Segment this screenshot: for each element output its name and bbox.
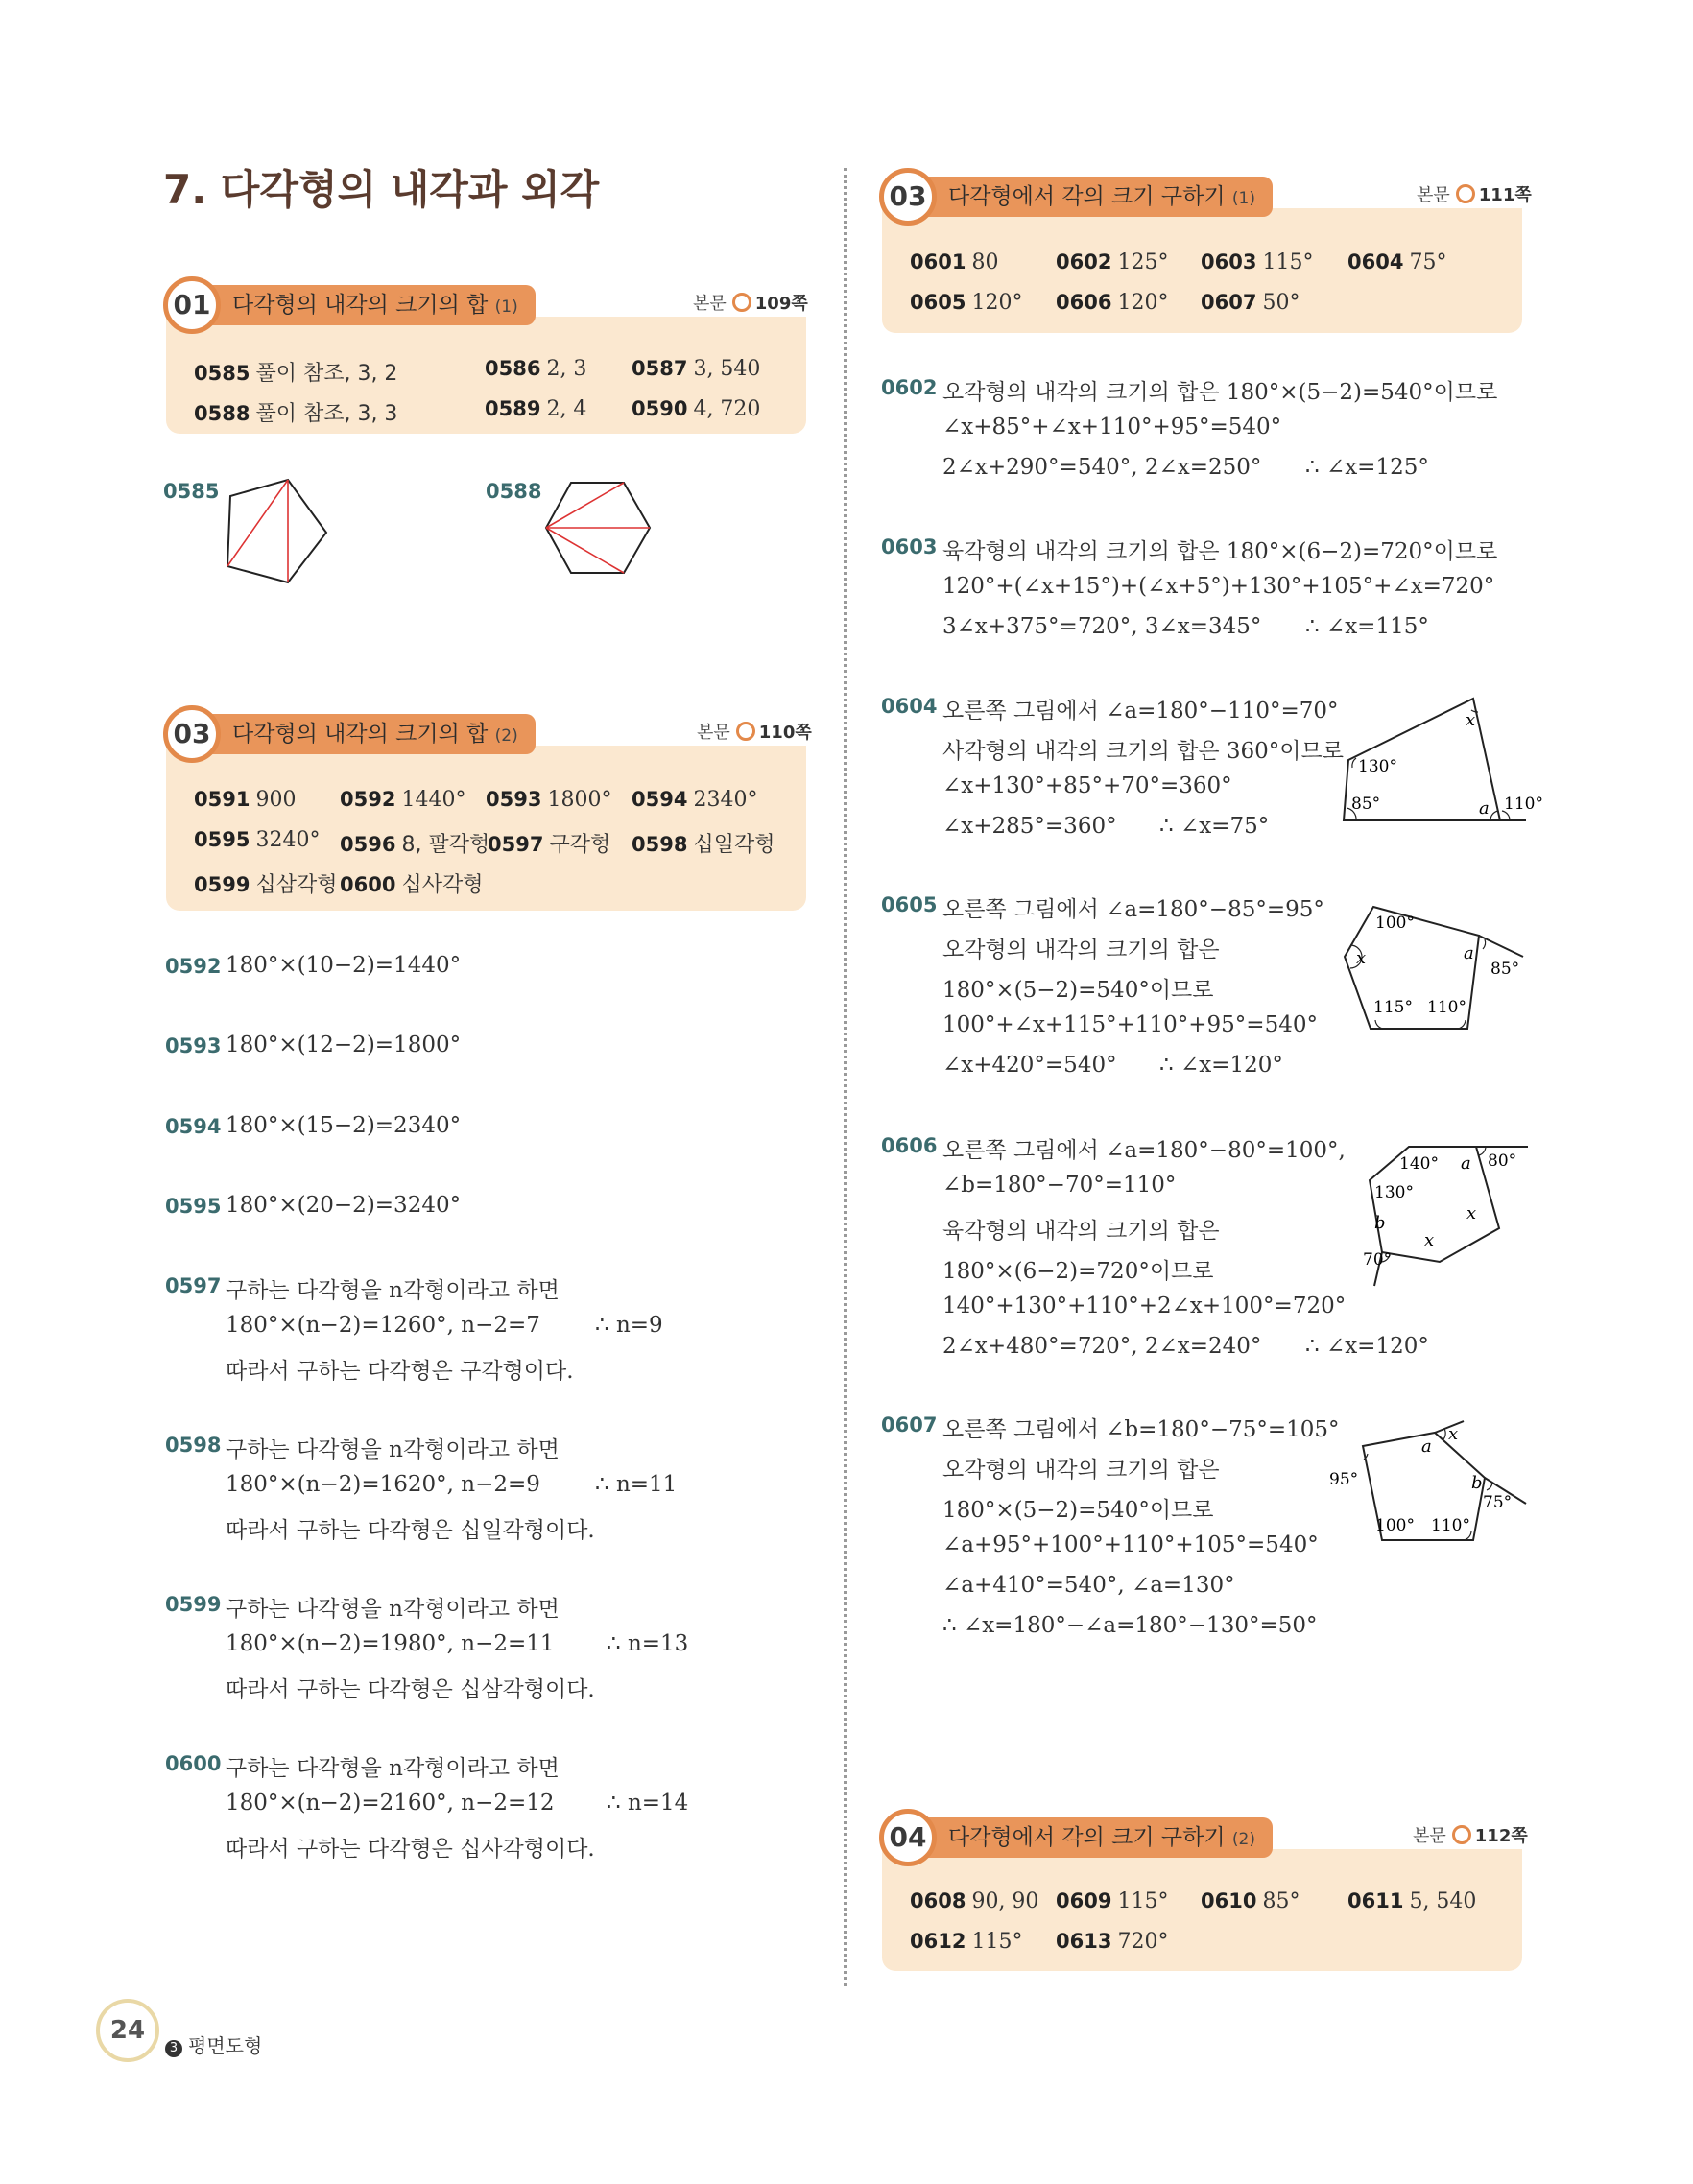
solution-line: 3∠x+375°=720°, 3∠x=345°	[942, 614, 1262, 639]
solution-number: 0593	[165, 1034, 222, 1057]
solution-line: 180°×(15−2)=2340°	[226, 1113, 462, 1138]
solution-line: 180°×(n−2)=1980°, n−2=11	[226, 1631, 555, 1656]
solution-line: ∴ ∠x=75°	[1159, 814, 1270, 839]
solution-line: 오각형의 내각의 크기의 합은 180°×(5−2)=540°이므로	[942, 380, 1498, 405]
answer-item: 0585 풀이 참조, 3, 2	[194, 362, 398, 386]
solution-line: 2∠x+290°=540°, 2∠x=250°	[942, 455, 1262, 480]
arrow-circle-icon	[736, 722, 755, 741]
solution-line: 오른쪽 그림에서 ∠b=180°−75°=105°	[942, 1417, 1340, 1442]
pentagon-diagonals-figure	[221, 475, 336, 590]
unit-number-badge: 3	[165, 2040, 182, 2057]
section-title: 다각형에서 각의 크기 구하기 (2)	[916, 1817, 1273, 1858]
answer-item: 0610 85°	[1201, 1889, 1300, 1913]
solution-line: 180°×(5−2)=540°이므로	[942, 1498, 1214, 1523]
solution-line: 140°+130°+110°+2∠x+100°=720°	[942, 1294, 1347, 1318]
solution-line: ∴ ∠x=120°	[1159, 1053, 1283, 1078]
section-number: 03	[879, 168, 937, 226]
section-03-angles	[879, 168, 1532, 336]
solution-number: 0599	[165, 1593, 222, 1616]
solution-line: ∴ n=11	[595, 1472, 678, 1497]
angle-label: x	[1466, 710, 1476, 730]
solution-line: 구하는 다각형을 n각형이라고 하면	[226, 1278, 560, 1303]
angle-label: 70°	[1363, 1250, 1393, 1270]
solution-line: 오른쪽 그림에서 ∠a=180°−80°=100°,	[942, 1138, 1346, 1163]
section-04	[879, 1809, 1528, 1977]
angle-label: a	[1461, 1153, 1471, 1174]
solution-line: ∴ ∠x=115°	[1305, 614, 1429, 639]
section-title: 다각형에서 각의 크기 구하기 (1)	[916, 177, 1273, 217]
hexagon-diagonals-figure	[542, 475, 657, 581]
solution-line: 2∠x+480°=720°, 2∠x=240°	[942, 1334, 1262, 1359]
solution-line: 180°×(n−2)=2160°, n−2=12	[226, 1791, 555, 1816]
column-divider	[844, 168, 846, 1986]
solution-line: 180°×(n−2)=1260°, n−2=7	[226, 1313, 540, 1338]
solution-number: 0592	[165, 955, 222, 978]
angle-label: 130°	[1374, 1183, 1414, 1202]
solution-line: ∠x+285°=360°	[942, 814, 1117, 839]
page-number: 24	[96, 1999, 159, 2062]
solution-line: ∴ n=14	[607, 1791, 689, 1816]
angle-label: 80°	[1488, 1151, 1517, 1171]
solution-number: 0597	[165, 1274, 222, 1297]
answer-item: 0596 8, 팔각형	[340, 833, 490, 857]
solution-line: 100°+∠x+115°+110°+95°=540°	[942, 1012, 1318, 1037]
answer-item: 0589 2, 4	[485, 397, 587, 421]
angle-label: x	[1448, 1424, 1459, 1444]
answer-item: 0605 120°	[910, 291, 1023, 315]
angle-label: 75°	[1483, 1493, 1513, 1512]
solution-line: 따라서 구하는 다각형은 구각형이다.	[226, 1359, 574, 1384]
answer-item: 0588 풀이 참조, 3, 3	[194, 402, 398, 426]
solution-line: ∴ n=9	[595, 1313, 663, 1338]
angle-label: a	[1421, 1436, 1432, 1457]
solution-line: 구하는 다각형을 n각형이라고 하면	[226, 1756, 560, 1781]
solution-line: 육각형의 내각의 크기의 합은	[942, 1219, 1220, 1244]
section-title: 다각형의 내각의 크기의 합 (1)	[200, 285, 536, 325]
answer-item: 0599 십삼각형	[194, 873, 338, 897]
page-reference: 본문 111쪽	[1417, 185, 1532, 205]
section-number: 03	[163, 705, 221, 763]
solution-line: 180°×(12−2)=1800°	[226, 1033, 462, 1057]
arrow-circle-icon	[1456, 184, 1475, 203]
solution-line: 따라서 구하는 다각형은 십삼각형이다.	[226, 1677, 595, 1702]
solution-line: ∠a+95°+100°+110°+105°=540°	[942, 1532, 1319, 1557]
solution-number: 0598	[165, 1434, 222, 1457]
section-03-sum	[163, 705, 812, 916]
solution-line: ∴ ∠x=180°−∠a=180°−130°=50°	[942, 1613, 1318, 1638]
angle-label: 95°	[1329, 1470, 1359, 1489]
answer-item: 0593 1800°	[486, 788, 612, 812]
answer-item: 0590 4, 720	[632, 397, 761, 421]
answer-item: 0600 십사각형	[340, 873, 484, 897]
solution-number: 0604	[881, 695, 938, 718]
solution-line: ∴ ∠x=125°	[1305, 455, 1429, 480]
page-reference: 본문 110쪽	[697, 723, 812, 743]
answer-item: 0607 50°	[1201, 291, 1300, 315]
answer-item: 0591 900	[194, 788, 297, 812]
solution-number: 0605	[881, 893, 938, 916]
answer-item: 0594 2340°	[632, 788, 758, 812]
angle-label: x	[1356, 948, 1367, 968]
angle-label: 100°	[1375, 1516, 1415, 1535]
solution-number: 0600	[165, 1752, 222, 1775]
answer-item: 0587 3, 540	[632, 357, 761, 381]
answer-item: 0609 115°	[1056, 1889, 1169, 1913]
angle-label: 100°	[1375, 914, 1415, 933]
solution-line: 180°×(6−2)=720°이므로	[942, 1259, 1214, 1284]
angle-label: a	[1479, 798, 1490, 819]
solution-number: 0595	[165, 1195, 222, 1218]
unit-footer	[165, 2030, 262, 2058]
quadrilateral-figure	[1339, 691, 1543, 825]
solution-line: 오른쪽 그림에서 ∠a=180°−110°=70°	[942, 699, 1339, 724]
answer-item: 0601 80	[910, 250, 999, 274]
answer-item: 0612 115°	[910, 1930, 1023, 1954]
figure-label: 0585	[163, 480, 220, 503]
solution-line: 오른쪽 그림에서 ∠a=180°−85°=95°	[942, 897, 1324, 922]
answer-item: 0597 구각형	[488, 833, 611, 857]
angle-label: 110°	[1427, 998, 1466, 1017]
page-reference: 본문 112쪽	[1413, 1826, 1528, 1846]
angle-label: b	[1471, 1473, 1483, 1493]
solution-line: 따라서 구하는 다각형은 십일각형이다.	[226, 1518, 595, 1543]
solution-number: 0607	[881, 1413, 938, 1436]
angle-label: 85°	[1490, 960, 1520, 979]
chapter-title: 7. 다각형의 내각과 외각	[163, 166, 600, 213]
solution-line: 180°×(5−2)=540°이므로	[942, 978, 1214, 1003]
angle-label: 115°	[1373, 998, 1413, 1017]
solution-line: ∴ ∠x=120°	[1305, 1334, 1429, 1359]
answer-item: 0586 2, 3	[485, 357, 587, 381]
solution-line: 오각형의 내각의 크기의 합은	[942, 938, 1220, 962]
solution-line: 따라서 구하는 다각형은 십사각형이다.	[226, 1837, 595, 1862]
solution-line: 오각형의 내각의 크기의 합은	[942, 1458, 1220, 1483]
answer-item: 0606 120°	[1056, 291, 1169, 315]
answer-item: 0611 5, 540	[1347, 1889, 1477, 1913]
angle-label: 85°	[1351, 795, 1381, 814]
solution-number: 0594	[165, 1115, 222, 1138]
solution-line: 구하는 다각형을 n각형이라고 하면	[226, 1437, 560, 1462]
solution-line: ∠x+85°+∠x+110°+95°=540°	[942, 415, 1282, 439]
angle-label: 110°	[1504, 795, 1543, 814]
solution-line: ∠b=180°−70°=110°	[942, 1173, 1177, 1198]
angle-label: x	[1466, 1203, 1477, 1223]
solution-line: 120°+(∠x+15°)+(∠x+5°)+130°+105°+∠x=720°	[942, 574, 1495, 599]
solution-line: ∠a+410°=540°, ∠a=130°	[942, 1573, 1235, 1598]
angle-label: b	[1374, 1213, 1386, 1233]
answer-item: 0604 75°	[1347, 250, 1447, 274]
solution-line: ∠x+130°+85°+70°=360°	[942, 773, 1232, 798]
solution-number: 0606	[881, 1134, 938, 1157]
unit-title: 평면도형	[188, 2034, 263, 2057]
solution-line: 180°×(n−2)=1620°, n−2=9	[226, 1472, 540, 1497]
angle-label: a	[1464, 943, 1474, 963]
page-reference: 본문 109쪽	[693, 294, 808, 314]
solution-line: ∴ n=13	[607, 1631, 689, 1656]
solution-line: 180°×(10−2)=1440°	[226, 953, 462, 978]
pentagon-exterior-figure	[1329, 1415, 1531, 1550]
section-number: 04	[879, 1809, 937, 1866]
angle-label: 140°	[1399, 1154, 1439, 1174]
answer-item: 0602 125°	[1056, 250, 1169, 274]
solution-line: 180°×(20−2)=3240°	[226, 1193, 462, 1218]
answer-item: 0613 720°	[1056, 1930, 1169, 1954]
solution-number: 0602	[881, 376, 938, 399]
section-title: 다각형의 내각의 크기의 합 (2)	[200, 714, 536, 754]
solution-number: 0603	[881, 535, 938, 558]
section-number: 01	[163, 276, 221, 334]
section-01	[163, 276, 806, 444]
hexagon-figure	[1363, 1132, 1531, 1286]
solution-line: 구하는 다각형을 n각형이라고 하면	[226, 1597, 560, 1622]
answer-item: 0595 3240°	[194, 828, 321, 852]
angle-label: 130°	[1358, 757, 1397, 776]
answer-item: 0598 십일각형	[632, 833, 775, 857]
angle-label: x	[1424, 1230, 1435, 1250]
figure-label: 0588	[486, 480, 542, 503]
arrow-circle-icon	[1452, 1825, 1471, 1844]
pentagon-figure	[1339, 897, 1531, 1036]
angle-label: 110°	[1431, 1516, 1470, 1535]
arrow-circle-icon	[732, 293, 751, 312]
solution-line: ∠x+420°=540°	[942, 1053, 1117, 1078]
solution-line: 육각형의 내각의 크기의 합은 180°×(6−2)=720°이므로	[942, 539, 1498, 564]
solution-line: 사각형의 내각의 크기의 합은 360°이므로	[942, 739, 1344, 764]
answer-item: 0592 1440°	[340, 788, 466, 812]
answer-item: 0608 90, 90	[910, 1889, 1039, 1913]
answer-item: 0603 115°	[1201, 250, 1314, 274]
